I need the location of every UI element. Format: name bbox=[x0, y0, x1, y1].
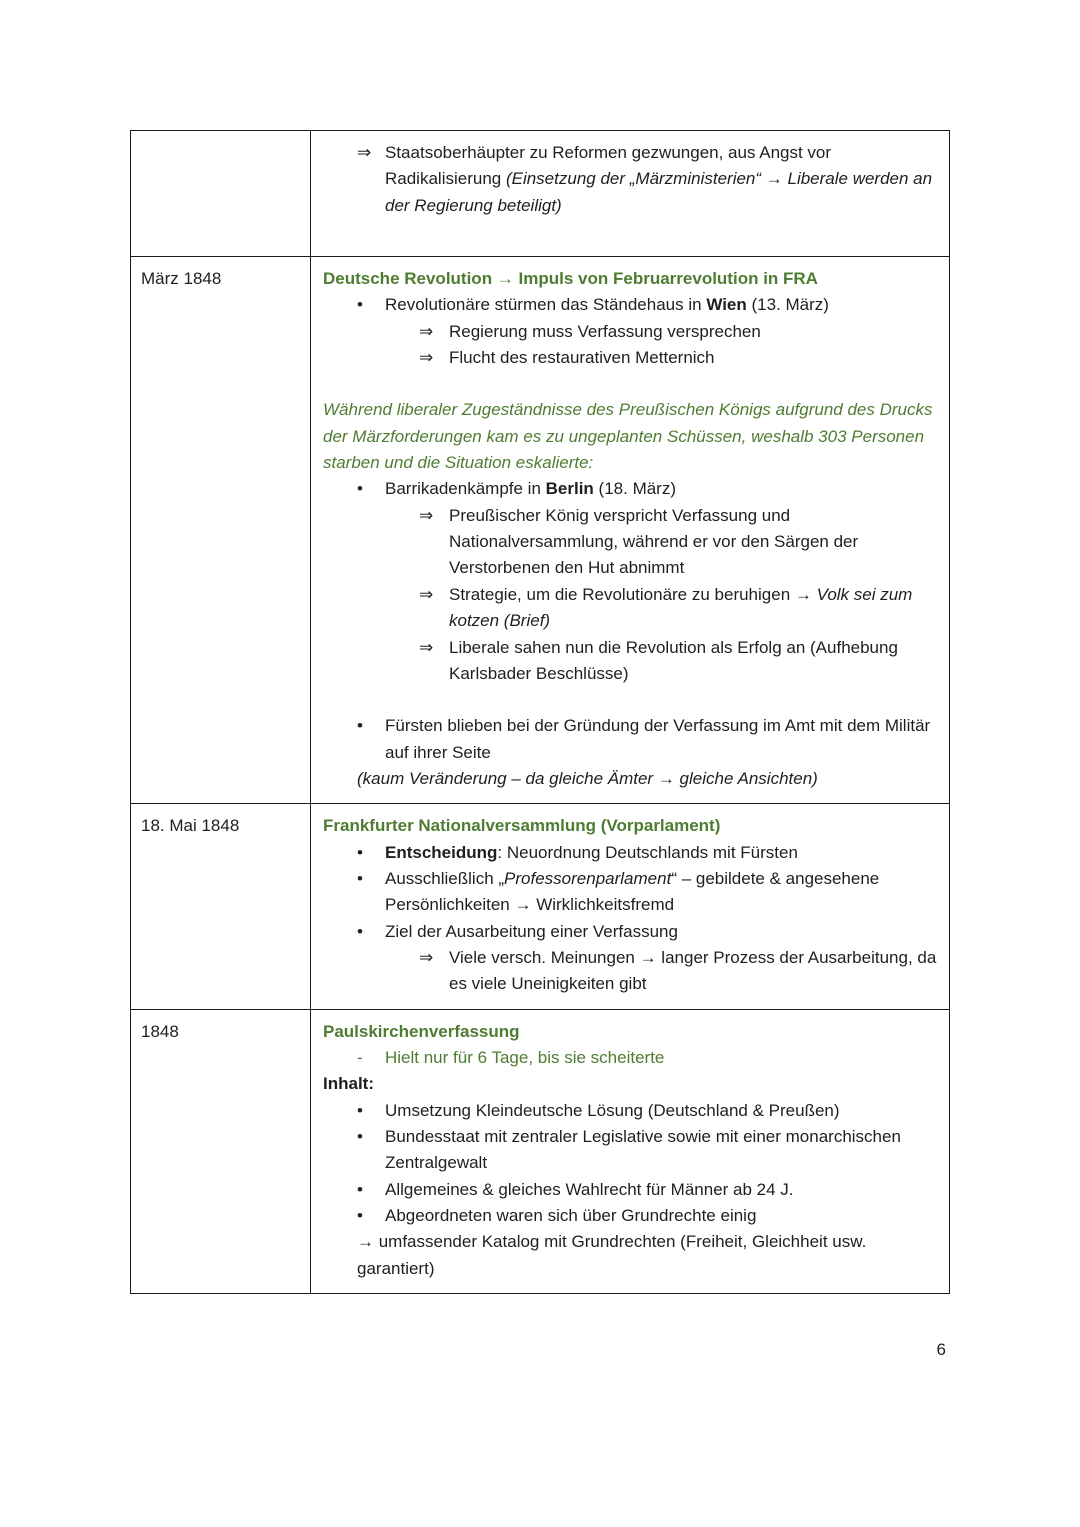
text-segment: : Neuordnung Deutschlands mit Fürsten bbox=[497, 842, 798, 862]
line-text bbox=[449, 319, 937, 345]
line-text bbox=[385, 1124, 937, 1177]
content-line bbox=[323, 919, 937, 945]
content-line bbox=[323, 866, 937, 919]
content-line bbox=[323, 1124, 937, 1177]
content-line bbox=[323, 397, 937, 476]
content-line bbox=[323, 140, 937, 219]
line-text bbox=[385, 292, 937, 318]
content-line bbox=[323, 1045, 937, 1071]
line-text bbox=[323, 1071, 937, 1097]
text-segment: → bbox=[794, 584, 812, 604]
content-cell bbox=[311, 1010, 949, 1293]
text-segment: Inhalt: bbox=[323, 1074, 374, 1094]
line-text bbox=[323, 1019, 937, 1045]
text-segment: Umsetzung Kleindeutsche Lösung (Deutschland & Preußen) bbox=[385, 1100, 840, 1120]
blank-line bbox=[323, 219, 937, 245]
date-cell bbox=[131, 257, 311, 803]
text-segment: Abgeordneten waren sich über Grundrechte einig bbox=[385, 1206, 757, 1226]
bullet-marker: • bbox=[357, 1206, 363, 1226]
line-text bbox=[385, 1045, 937, 1071]
page-number: 6 bbox=[936, 1340, 946, 1360]
table-row bbox=[131, 1010, 949, 1293]
text-segment: → bbox=[657, 768, 675, 788]
content-line bbox=[323, 476, 937, 502]
line-text bbox=[357, 766, 937, 792]
content-line bbox=[323, 635, 937, 688]
text-segment: Barrikadenkämpfe in bbox=[385, 479, 546, 499]
bullet-marker: • bbox=[357, 1179, 363, 1199]
text-segment: → bbox=[765, 169, 783, 189]
line-text bbox=[357, 1229, 937, 1282]
line-text bbox=[385, 140, 937, 219]
bullet-marker: • bbox=[357, 1100, 363, 1120]
content-cell bbox=[311, 257, 949, 803]
double-arrow-marker: ⇒ bbox=[419, 637, 434, 657]
bullet-marker: • bbox=[357, 921, 363, 941]
bullet-marker: • bbox=[357, 479, 363, 499]
table-row bbox=[131, 257, 949, 804]
line-text bbox=[323, 266, 937, 292]
text-segment: Volk sei zum kotzen (Brief) bbox=[449, 584, 913, 631]
content-line bbox=[323, 1177, 937, 1203]
text-segment: Impuls von Februarrevolution in FRA bbox=[518, 269, 818, 289]
date-label: März 1848 bbox=[141, 269, 222, 289]
text-segment: Allgemeines & gleiches Wahlrecht für Männer ab 24 J. bbox=[385, 1179, 794, 1199]
line-text bbox=[323, 397, 937, 476]
notes-table bbox=[130, 130, 950, 1294]
blank-line bbox=[323, 687, 937, 713]
line-text bbox=[449, 945, 937, 998]
text-segment: Bundesstaat mit zentraler Legislative sowie mit einer monarchischen Zentralgewalt bbox=[385, 1127, 901, 1173]
text-segment: → bbox=[496, 269, 519, 289]
line-text bbox=[449, 503, 937, 582]
double-arrow-marker: ⇒ bbox=[357, 143, 372, 162]
bullet-marker: • bbox=[357, 1127, 363, 1146]
line-text bbox=[449, 582, 937, 635]
text-segment: Deutsche Revolution bbox=[323, 269, 497, 289]
line-text bbox=[385, 1203, 937, 1229]
text-segment: Professorenparlament bbox=[504, 868, 672, 888]
double-arrow-marker: ⇒ bbox=[419, 348, 434, 368]
content-line bbox=[323, 713, 937, 766]
text-segment: Paulskirchenverfassung bbox=[323, 1021, 520, 1041]
line-text bbox=[385, 1177, 937, 1203]
text-segment: (13. März) bbox=[746, 295, 829, 315]
text-segment: Während liberaler Zugeständnisse des Preußischen Königs aufgrund des Drucks der Märzforderungen kam es zu ungeplanten Schüssen, weshalb 303 Personen starben und die Situation eskalierte: bbox=[323, 400, 933, 473]
text-segment: Liberale werden an der Regierung beteiligt) bbox=[385, 169, 933, 215]
text-segment: Wirklichkeitsfremd bbox=[531, 895, 675, 915]
double-arrow-marker: ⇒ bbox=[419, 321, 434, 341]
content-line bbox=[323, 840, 937, 866]
text-segment: Ziel der Ausarbeitung einer Verfassung bbox=[385, 921, 678, 941]
bullet-marker: • bbox=[357, 295, 363, 315]
text-segment: (Einsetzung der „Märzministerien“ bbox=[505, 169, 766, 189]
text-segment: Wien bbox=[706, 295, 747, 315]
double-arrow-marker: ⇒ bbox=[419, 584, 434, 604]
double-arrow-marker: ⇒ bbox=[419, 947, 434, 967]
double-arrow-marker: ⇒ bbox=[419, 505, 434, 525]
text-segment: “ – gebildete & angesehene Persönlichkeiten bbox=[385, 868, 880, 915]
content-line bbox=[323, 266, 937, 292]
content-line bbox=[323, 292, 937, 318]
text-segment: gleiche Ansichten) bbox=[674, 768, 818, 788]
line-text bbox=[385, 919, 937, 945]
text-segment: Fürsten blieben bei der Gründung der Verfassung im Amt mit dem Militär auf ihrer Seite bbox=[385, 716, 931, 762]
content-line bbox=[323, 813, 937, 839]
text-segment: Ausschließlich „ bbox=[385, 868, 505, 888]
content-line bbox=[323, 503, 937, 582]
line-text bbox=[385, 1098, 937, 1124]
content-line bbox=[323, 1019, 937, 1045]
line-text bbox=[385, 840, 937, 866]
text-segment: → bbox=[357, 1232, 374, 1252]
date-cell bbox=[131, 1010, 311, 1293]
text-segment: Viele versch. Meinungen bbox=[449, 947, 640, 967]
line-text bbox=[449, 635, 937, 688]
text-segment: Hielt nur für 6 Tage, bis sie scheiterte bbox=[385, 1047, 665, 1067]
bullet-marker: • bbox=[357, 716, 363, 736]
text-segment: Preußischer König verspricht Verfassung und Nationalversammlung, während er vor den Särgen der Verstorbenen den Hut abnimmt bbox=[449, 505, 859, 578]
bullet-marker: • bbox=[357, 842, 363, 862]
content-line bbox=[323, 582, 937, 635]
bullet-marker: • bbox=[357, 868, 363, 888]
text-segment: Revolutionäre stürmen das Ständehaus in bbox=[385, 295, 707, 315]
content-line bbox=[323, 1229, 937, 1282]
date-label: 1848 bbox=[141, 1021, 179, 1041]
text-segment: umfassender Katalog mit Grundrechten (Freiheit, Gleichheit usw. garantiert) bbox=[357, 1232, 867, 1278]
text-segment: Regierung muss Verfassung versprechen bbox=[449, 321, 761, 341]
content-line bbox=[323, 945, 937, 998]
content-line bbox=[323, 766, 937, 792]
date-cell bbox=[131, 804, 311, 1008]
content-line bbox=[323, 319, 937, 345]
content-line bbox=[323, 1203, 937, 1229]
text-segment: (18. März) bbox=[593, 479, 677, 499]
text-segment: → bbox=[639, 947, 657, 967]
text-segment: Flucht des restaurativen Metternich bbox=[449, 348, 715, 368]
text-segment: Frankfurter Nationalversammlung (Vorparlament) bbox=[323, 816, 721, 836]
dash-marker: - bbox=[357, 1047, 363, 1067]
text-segment: Liberale sahen nun die Revolution als Erfolg an (Aufhebung Karlsbader Beschlüsse) bbox=[449, 637, 898, 683]
table-row bbox=[131, 804, 949, 1009]
content-cell bbox=[311, 131, 949, 256]
line-text bbox=[385, 476, 937, 502]
line-text bbox=[385, 713, 937, 766]
text-segment: Entscheidung bbox=[385, 842, 498, 862]
text-segment: Strategie, um die Revolutionäre zu beruhigen bbox=[449, 584, 795, 604]
text-segment: Berlin bbox=[545, 479, 594, 499]
content-line bbox=[323, 345, 937, 371]
blank-line bbox=[323, 371, 937, 397]
content-cell bbox=[311, 804, 949, 1008]
table-row bbox=[131, 131, 949, 257]
text-segment: Staatsoberhäupter zu Reformen gezwungen, aus Angst vor Radikalisierung bbox=[385, 143, 832, 189]
text-segment: (kaum Veränderung – da gleiche Ämter bbox=[357, 768, 658, 788]
line-text bbox=[323, 813, 937, 839]
date-cell bbox=[131, 131, 311, 256]
line-text bbox=[385, 866, 937, 919]
text-segment: → bbox=[514, 895, 532, 915]
content-line bbox=[323, 1071, 937, 1097]
line-text bbox=[449, 345, 937, 371]
content-line bbox=[323, 1098, 937, 1124]
date-label: 18. Mai 1848 bbox=[141, 816, 240, 836]
text-segment: langer Prozess der Ausarbeitung, da es viele Uneinigkeiten gibt bbox=[449, 947, 937, 994]
